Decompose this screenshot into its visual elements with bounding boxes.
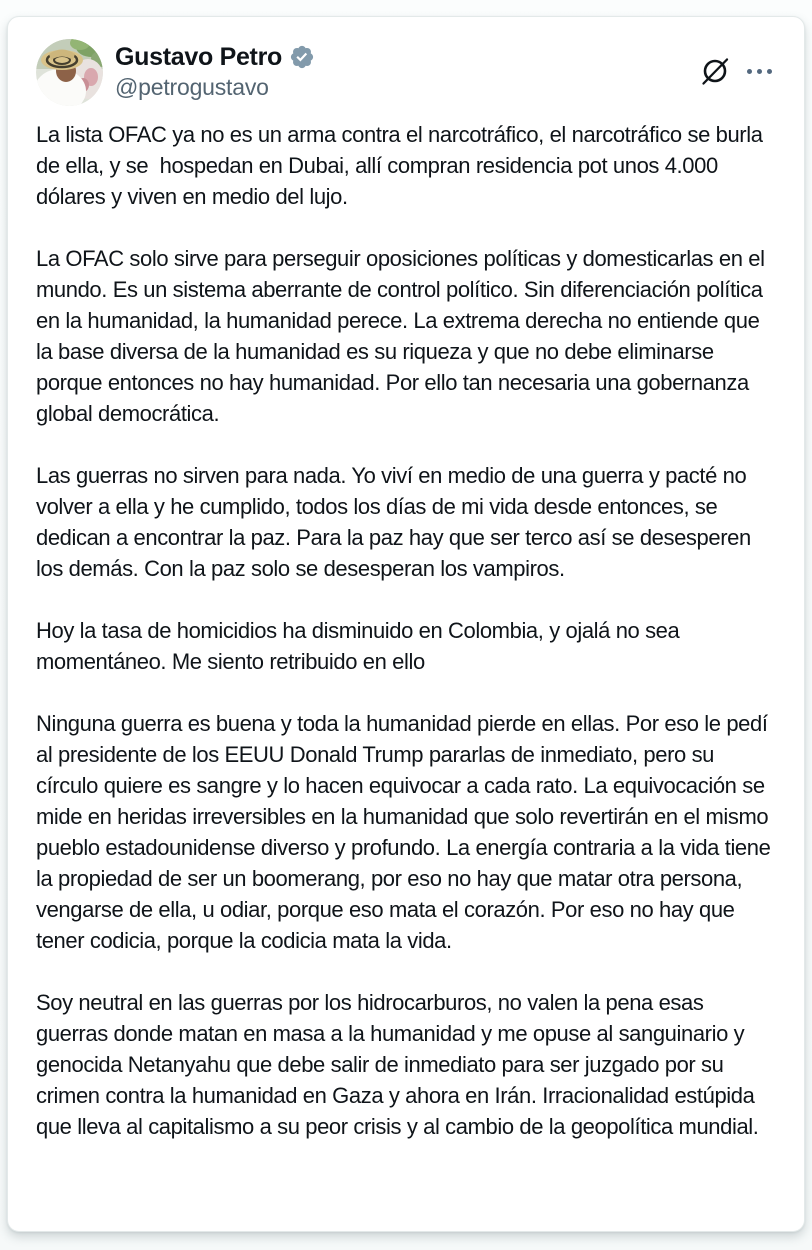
tweet-text-paragraph: Las guerras no sirven para nada. Yo viví en medio de una guerra y pacté no volver a ella y he cumplido, todos los días de mi vida desde entonces, se dedican a encontrar la paz. Para la paz hay que ser terco así se desesperen los demás. Con la paz solo se desesperan los vampiros. — [36, 463, 757, 581]
tweet-text — [36, 119, 777, 1142]
avatar-image — [36, 39, 103, 106]
display-name[interactable]: Gustavo Petro — [115, 43, 282, 71]
header-actions — [699, 39, 774, 87]
more-options-icon — [747, 69, 752, 74]
grok-button[interactable] — [699, 55, 731, 87]
more-options-icon — [757, 69, 762, 74]
avatar[interactable] — [36, 39, 103, 106]
more-options-icon — [767, 69, 772, 74]
tweet-text-paragraph: Soy neutral en las guerras por los hidrocarburos, no valen la pena esas guerras donde matan en masa a la humanidad y me opuse al sanguinario y genocida Netanyahu que debe salir de inmediato para ser juzgado por su crimen contra la humanidad en Gaza y ahora en Irán. Irracionalidad estúpida que lleva al capitalismo a su peor crisis y al cambio de la geopolítica mundial. — [36, 990, 761, 1139]
tweet-card — [7, 16, 805, 1232]
tweet-text-paragraph: La lista OFAC ya no es un arma contra el narcotráfico, el narcotráfico se burla de ella, y se hospedan en Dubai, allí compran residencia pot unos 4.000 dólares y viven en medio del lujo. — [36, 122, 769, 209]
tweet-header — [36, 39, 774, 106]
name-row — [115, 42, 315, 72]
tweet-text-paragraph: Ninguna guerra es buena y toda la humanidad pierde en ellas. Por eso le pedí al presidente de los EEUU Donald Trump pararlas de inmediato, pero su círculo quiere es sangre y lo hacen equivocar a cada rato. La equivocación se mide en heridas irreversibles en la humanidad que solo revertirán en el mismo pueblo estadounidense diverso y profundo. La energía contraria a la vida tiene la propiedad de ser un boomerang, por eso no hay que matar otra persona, vengarse de ella, u odiar, porque eso mata el corazón. Por eso no hay que tener codicia, porque la codicia mata la vida. — [36, 711, 777, 953]
grok-icon — [700, 56, 730, 86]
verified-badge-icon — [289, 44, 315, 70]
identity-block — [115, 39, 315, 102]
tweet-text-paragraph: Hoy la tasa de homicidios ha disminuido en Colombia, y ojalá no sea momentáneo. Me siento retribuido en ello — [36, 618, 686, 674]
more-options-button[interactable] — [745, 63, 774, 80]
tweet-text-paragraph: La OFAC solo sirve para perseguir oposiciones políticas y domesticarlas en el mundo. Es un sistema aberrante de control político. Sin diferenciación política en la humanidad, la humanidad perece. La extrema derecha no entiende que la base diversa de la humanidad es su riqueza y que no debe eliminarse porque entonces no hay humanidad. Por ello tan necesaria una gobernanza global democrática. — [36, 246, 771, 426]
user-handle[interactable]: @petrogustavo — [115, 74, 269, 100]
